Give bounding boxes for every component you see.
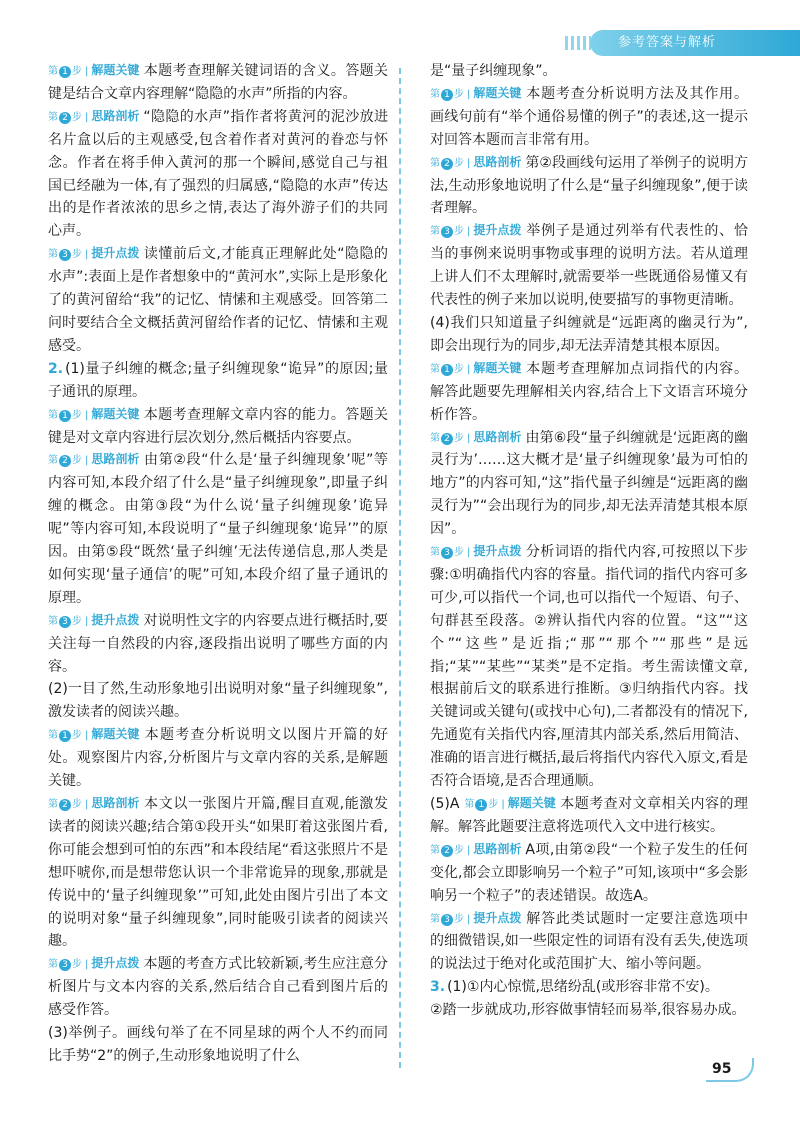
answer-2-4: (4)我们只知道量子纠缠就是“远距离的幽灵行为”,即会出现行为的同步,却无法弄清楚其根本原因。 [430, 314, 748, 354]
explanation-tip: 第 3 步 | 提升点拨 对说明性文字的内容要点进行概括时,要关注每一自然段的内容,逐段指出说明了哪些方面的内容。 [48, 612, 388, 675]
step-2-tag: 第 2 步 | 思路剖析 [430, 841, 522, 856]
explanation-text: “隐隐的水声”指作者将黄河的泥沙放进名片盒以后的主观感受,包含着作者对黄河的眷恋与怀念。作者在将手伸入黄河的那一个瞬间,感觉自己与祖国已经融为一体,有了强烈的归属感,“隐隐的水声”传达出的是作者浓浓的思乡之情,表达了海外游子们的共同心声。 [48, 108, 388, 240]
explanation-analysis: 第 2 步 | 思路剖析 A项,由第②段“一个粒子发生的任何变化,都会立即影响另一个粒子”可知,该项中“多会影响另一个粒子”的表述错误。故选A。 [430, 841, 748, 904]
page-number: 95 [706, 1058, 754, 1082]
step-1-tag: 第 1 步 | 解题关键 [430, 360, 522, 375]
explanation-key: 第 1 步 | 解题关键 本题考查分析说明方法及其作用。画线句前有“举个通俗易懂的例子”的表述,这一提示对回答本题而言非常有用。 [430, 85, 748, 148]
step-2-tag: 第 2 步 | 思路剖析 [430, 429, 522, 444]
question-number: 3. [430, 979, 446, 996]
step-3-tag: 第 3 步 | 提升点拨 [48, 612, 140, 627]
question-number: 2. [48, 360, 64, 377]
step-1-tag: 第 1 步 | 解题关键 [464, 796, 556, 810]
explanation-key [48, 60, 388, 106]
header-decoration [565, 36, 591, 50]
right-column [430, 60, 748, 1022]
explanation-analysis: 第 2 步 | 思路剖析 由第⑥段“量子纠缠就是‘远距离的幽灵行为’……这大概才是‘量子纠缠现象’最为可怕的地方”的内容可知,“这”指代量子纠缠是“远距离的幽灵行为”“会出现行为的同步,却无法弄清楚其根本原因”。 [430, 429, 748, 538]
explanation-tip: 第 3 步 | 提升点拨 举例子是通过列举有代表性的、恰当的事例来说明事物或事理的说明方法。若从道理上讲人们不太理解时,就需要举一些既通俗易懂又有代表性的例子来加以说明,使要描写的事物更清晰。 [430, 223, 748, 309]
step-3-tag: 第 3 步 | 提升点拨 [48, 246, 140, 261]
step-3-tag: 第 3 步 | 提升点拨 [430, 544, 522, 559]
answer-3-2: ②踏一步就成功,形容做事情轻而易举,很容易办成。 [430, 1002, 746, 1019]
explanation-analysis [48, 106, 388, 243]
answer-3-1: 3. (1)①内心惊慌,思绪纷乱(或形容非常不安)。 [430, 979, 719, 996]
answer-2-3: (3)举例子。画线句举了在不同星球的两个人不约而同比手势“2”的例子,生动形象地说明了什么 [48, 1025, 388, 1064]
step-1-tag: 第 1 步 | 解题关键 [48, 406, 140, 421]
explanation-analysis: 第 2 步 | 思路剖析 第②段画线句运用了举例子的说明方法,生动形象地说明了什么是“量子纠缠现象”,便于读者理解。 [430, 154, 748, 217]
explanation-tip: 第 3 步 | 提升点拨 分析词语的指代内容,可按照以下步骤:①明确指代内容的容量。指代词的指代内容可多可少,可以指代一个词,也可以指代一个短语、句子、句群甚至段落。②辨认指代内容的位置。“这”“这个”“这些”是近指;“那”“那个”“那些”是远指;“某”“某些”“某类”是不定指。考生需读懂文章,根据前后文的联系进行推断。③归纳指代内容。找关键词或关键句(或找中心句),二者都没有的情况下,先通览有关指代内容,厘清其内部关系,然后用简洁、准确的语言进行概括,最后将指代内容代入原文,看是否符合语境,是否合理通顺。 [430, 544, 748, 790]
column-divider [399, 68, 401, 1068]
explanation-analysis: 第 2 步 | 思路剖析 由第②段“什么是‘量子纠缠现象’呢”等内容可知,本段介绍了什么是“量子纠缠现象”,即量子纠缠的概念。由第③段“为什么说‘量子纠缠现象’诡异呢”等内容可知,本段说明了“量子纠缠现象‘诡异’”的原因。由第⑤段“既然‘量子纠缠’无法传递信息,那人类是如何实现‘量子通信’的呢”可知,本段介绍了量子通讯的原理。 [48, 452, 388, 606]
step-2-tag: 第 2 步 | 思路剖析 [48, 108, 140, 123]
section-header-label: 参考答案与解析 [618, 35, 717, 50]
explanation-tip: 第 3 步 | 提升点拨 解答此类试题时一定要注意选项中的细微错误,如一些限定性的词语有没有丢失,使选项的说法过于绝对化或范围扩大、缩小等问题。 [430, 910, 748, 973]
section-header-bar [590, 30, 800, 56]
left-column [48, 60, 388, 1068]
step-1-tag: 第 1 步 | 解题关键 [48, 63, 140, 77]
step-1-tag: 第 1 步 | 解题关键 [48, 727, 140, 742]
answer-2-2: (2)一目了然,生动形象地引出说明对象“量子纠缠现象”,激发读者的阅读兴趣。 [48, 681, 388, 721]
explanation-tip: 第 3 步 | 提升点拨 本题的考查方式比较新颖,考生应注意分析图片与文本内容的关系,然后结合自己看到图片后的感受作答。 [48, 956, 388, 1019]
step-1-tag: 第 1 步 | 解题关键 [430, 85, 522, 100]
explanation-tip [48, 243, 388, 358]
explanation-key: 第 1 步 | 解题关键 本题考查理解文章内容的能力。答题关键是对文章内容进行层次划分,然后概括内容要点。 [48, 406, 388, 446]
answer-2-1: 2. (1)量子纠缠的概念;量子纠缠现象“诡异”的原因;量子通讯的原理。 [48, 360, 388, 400]
explanation-text: 读懂前后文,才能真正理解此处“隐隐的水声”:表面上是作者想象中的“黄河水”,实际上是形象化了的黄河留给“我”的记忆、情愫和主观感受。回答第二问时要结合全文概括黄河留给作者的记忆、情愫和主观感受。 [48, 246, 388, 354]
answer-2-5: (5)A 第 1 步 | 解题关键 本题考查对文章相关内容的理解。解答此题要注意将选项代入文中进行核实。 [430, 796, 749, 835]
explanation-text: 本题考查理解关键词语的含义。答题关键是结合文章内容理解“隐隐的水声”所指的内容。 [48, 63, 388, 102]
step-2-tag: 第 2 步 | 思路剖析 [430, 154, 522, 169]
step-2-tag: 第 2 步 | 思路剖析 [48, 796, 140, 810]
step-3-tag: 第 3 步 | 提升点拨 [430, 910, 522, 925]
explanation-key: 第 1 步 | 解题关键 本题考查分析说明文以图片开篇的好处。观察图片内容,分析图片与文章内容的关系,是解题关键。 [48, 727, 388, 790]
explanation-analysis: 第 2 步 | 思路剖析 本文以一张图片开篇,醒目直观,能激发读者的阅读兴趣;结合第①段开头“如果盯着这张图片看,你可能会想到可怕的东西”和本段结尾“看这张照片不是想吓唬你,而是想带您认识一个非常诡异的现象,那就是传说中的‘量子纠缠现象’”可知,此处由图片引出了本文的说明对象“量子纠缠现象”,同时能吸引读者的阅读兴趣。 [48, 796, 388, 950]
step-3-tag: 第 3 步 | 提升点拨 [430, 223, 522, 238]
answer-2-3-continued: 是“量子纠缠现象”。 [430, 63, 557, 79]
step-3-tag: 第 3 步 | 提升点拨 [48, 956, 140, 971]
step-2-tag: 第 2 步 | 思路剖析 [48, 452, 140, 467]
explanation-key: 第 1 步 | 解题关键 本题考查理解加点词指代的内容。解答此题要先理解相关内容,结合上下文语言环境分析作答。 [430, 360, 748, 423]
